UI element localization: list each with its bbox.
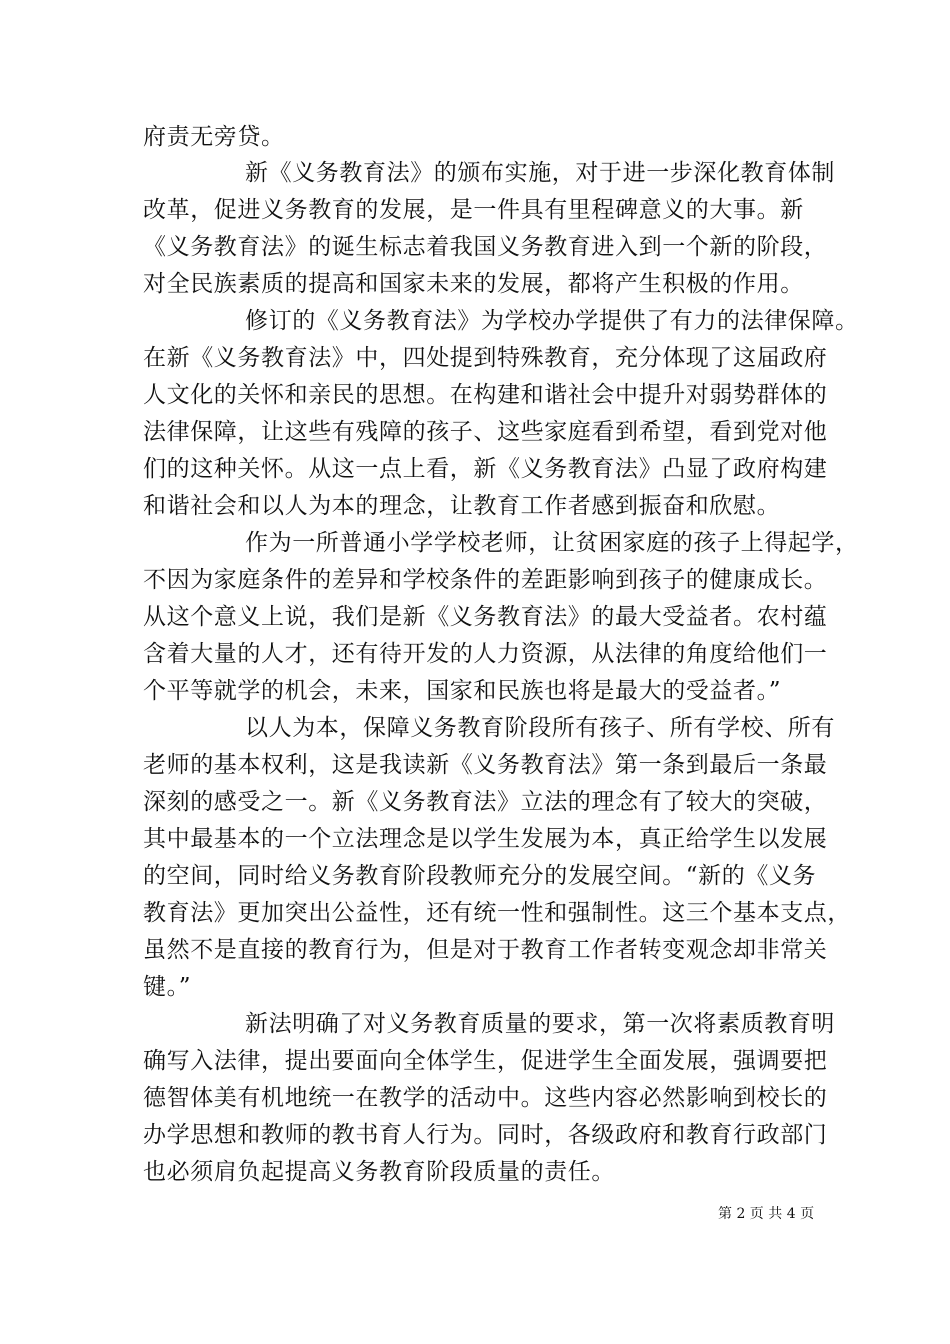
paragraph-first-line: 新法明确了对义务教育质量的要求，第一次将素质教育明	[245, 1011, 835, 1037]
text-line: 其中最基本的一个立法理念是以学生发展为本，真正给学生以发展	[143, 826, 828, 852]
text-line: 法律保障，让这些有残障的孩子、这些家庭看到希望，看到党对他	[143, 419, 828, 445]
paragraph-first-line: 以人为本，保障义务教育阶段所有孩子、所有学校、所有	[245, 715, 835, 741]
text-line: 的空间，同时给义务教育阶段教师充分的发展空间。“新的《义务	[143, 863, 817, 889]
text-line: 教育法》更加突出公益性，还有统一性和强制性。这三个基本支点，	[143, 900, 851, 926]
text-line: 也必须肩负起提高义务教育阶段质量的责任。	[143, 1159, 615, 1185]
text-line: 改革，促进义务教育的发展，是一件具有里程碑意义的大事。新	[143, 197, 804, 223]
paragraph-first-line: 新《义务教育法》的颁布实施，对于进一步深化教育体制	[245, 160, 835, 186]
paragraph-first-line: 作为一所普通小学学校老师，让贫困家庭的孩子上得起学，	[245, 530, 859, 556]
text-line: 德智体美有机地统一在教学的活动中。这些内容必然影响到校长的	[143, 1085, 828, 1111]
paragraph-first-line: 修订的《义务教育法》为学校办学提供了有力的法律保障。	[245, 308, 859, 334]
text-line: 不因为家庭条件的差异和学校条件的差距影响到孩子的健康成长。	[143, 567, 828, 593]
text-line: 人文化的关怀和亲民的思想。在构建和谐社会中提升对弱势群体的	[143, 382, 828, 408]
text-line: 虽然不是直接的教育行为，但是对于教育工作者转变观念却非常关	[143, 937, 828, 963]
text-line: 和谐社会和以人为本的理念，让教育工作者感到振奋和欣慰。	[143, 493, 781, 519]
text-line: 深刻的感受之一。新《义务教育法》立法的理念有了较大的突破，	[143, 789, 828, 815]
text-line: 办学思想和教师的教书育人行为。同时，各级政府和教育行政部门	[143, 1122, 828, 1148]
page-number-footer: 第 2 页 共 4 页	[718, 1206, 815, 1222]
text-line: 个平等就学的机会，未来，国家和民族也将是最大的受益者。”	[143, 678, 782, 704]
text-line: 对全民族素质的提高和国家未来的发展，都将产生积极的作用。	[143, 271, 804, 297]
text-line: 们的这种关怀。从这一点上看，新《义务教育法》凸显了政府构建	[143, 456, 828, 482]
text-line: 《义务教育法》的诞生标志着我国义务教育进入到一个新的阶段，	[143, 234, 828, 260]
text-line: 含着大量的人才，还有待开发的人力资源，从法律的角度给他们一	[143, 641, 828, 667]
text-line: 府责无旁贷。	[143, 124, 285, 150]
text-line: 键。”	[143, 974, 192, 1000]
text-line: 老师的基本权利，这是我读新《义务教育法》第一条到最后一条最	[143, 752, 828, 778]
text-line: 确写入法律，提出要面向全体学生，促进学生全面发展，强调要把	[143, 1048, 828, 1074]
text-line: 从这个意义上说，我们是新《义务教育法》的最大受益者。农村蕴	[143, 604, 828, 630]
text-line: 在新《义务教育法》中，四处提到特殊教育，充分体现了这届政府	[143, 345, 828, 371]
